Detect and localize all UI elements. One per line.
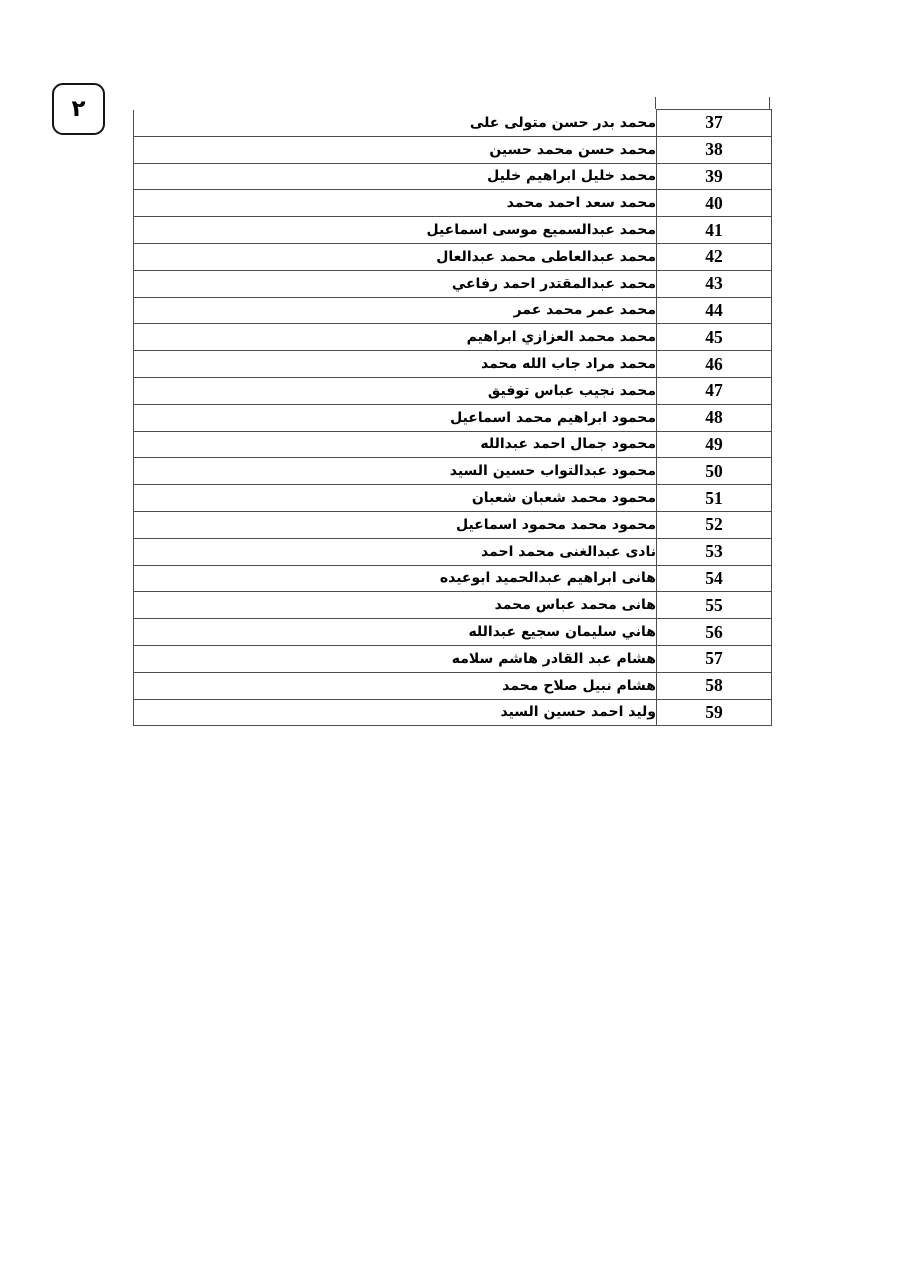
row-name-cell: هشام عبد القادر هاشم سلامه (134, 645, 657, 672)
row-name-cell: هانى ابراهيم عبدالحميد ابوعيده (134, 565, 657, 592)
row-number-cell: 48 (657, 404, 772, 431)
table-row (134, 136, 772, 163)
row-number-cell: 49 (657, 431, 772, 458)
row-number-cell: 57 (657, 645, 772, 672)
row-number-cell: 37 (657, 110, 772, 137)
row-name-cell: هاني سليمان سجيع عبدالله (134, 619, 657, 646)
row-name-cell: محمود عبدالتواب حسين السيد (134, 458, 657, 485)
row-name-cell: محمد محمد العزازي ابراهيم (134, 324, 657, 351)
row-number-cell: 43 (657, 270, 772, 297)
table-row (134, 297, 772, 324)
row-number-cell: 41 (657, 217, 772, 244)
row-number-cell: 47 (657, 377, 772, 404)
row-name-cell: محمد خليل ابراهيم خليل (134, 163, 657, 190)
row-number-cell: 54 (657, 565, 772, 592)
table-row (134, 511, 772, 538)
row-name-cell: هانى محمد عباس محمد (134, 592, 657, 619)
row-name-cell: محمد سعد احمد محمد (134, 190, 657, 217)
column-rule-tick (655, 97, 656, 109)
table-row (134, 619, 772, 646)
table-row (134, 485, 772, 512)
page-number-badge (52, 83, 105, 135)
row-name-cell: محمد عبدالعاطى محمد عبدالعال (134, 243, 657, 270)
row-number-cell: 52 (657, 511, 772, 538)
table-row (134, 324, 772, 351)
row-name-cell: محمد عمر محمد عمر (134, 297, 657, 324)
row-number-cell: 45 (657, 324, 772, 351)
row-name-cell: نادى عبدالغنى محمد احمد (134, 538, 657, 565)
row-number-cell: 58 (657, 672, 772, 699)
table-row (134, 351, 772, 378)
table-row (134, 699, 772, 726)
table-row (134, 270, 772, 297)
table-row (134, 672, 772, 699)
row-number-cell: 51 (657, 485, 772, 512)
row-name-cell: محمد عبدالسميع موسى اسماعيل (134, 217, 657, 244)
row-name-cell: محمد مراد جاب الله محمد (134, 351, 657, 378)
row-number-cell: 59 (657, 699, 772, 726)
row-number-cell: 53 (657, 538, 772, 565)
table-row (134, 190, 772, 217)
row-name-cell: وليد احمد حسين السيد (134, 699, 657, 726)
row-number-cell: 55 (657, 592, 772, 619)
table-row (134, 404, 772, 431)
names-table-body (134, 110, 772, 726)
table-row (134, 217, 772, 244)
row-name-cell: محمود ابراهيم محمد اسماعيل (134, 404, 657, 431)
page-number: ٢ (71, 95, 86, 122)
row-number-cell: 38 (657, 136, 772, 163)
table-row (134, 243, 772, 270)
row-name-cell: محمود محمد شعبان شعبان (134, 485, 657, 512)
table-row (134, 592, 772, 619)
row-name-cell: محمد عبدالمقتدر احمد رفاعي (134, 270, 657, 297)
table-row (134, 431, 772, 458)
table-row (134, 110, 772, 137)
row-name-cell: محمد حسن محمد حسين (134, 136, 657, 163)
row-number-cell: 50 (657, 458, 772, 485)
row-number-cell: 46 (657, 351, 772, 378)
row-name-cell: محمود جمال احمد عبدالله (134, 431, 657, 458)
table-row (134, 538, 772, 565)
row-name-cell: محمود محمد محمود اسماعيل (134, 511, 657, 538)
row-name-cell: محمد بدر حسن متولى على (134, 110, 657, 137)
row-name-cell: هشام نبيل صلاح محمد (134, 672, 657, 699)
names-table (133, 109, 772, 726)
row-number-cell: 40 (657, 190, 772, 217)
table-row (134, 163, 772, 190)
table-edge-tick (769, 97, 770, 109)
row-number-cell: 42 (657, 243, 772, 270)
table-row (134, 645, 772, 672)
row-number-cell: 44 (657, 297, 772, 324)
table-row (134, 565, 772, 592)
table-row (134, 458, 772, 485)
table-row (134, 377, 772, 404)
row-number-cell: 39 (657, 163, 772, 190)
row-number-cell: 56 (657, 619, 772, 646)
row-name-cell: محمد نجيب عباس توفيق (134, 377, 657, 404)
